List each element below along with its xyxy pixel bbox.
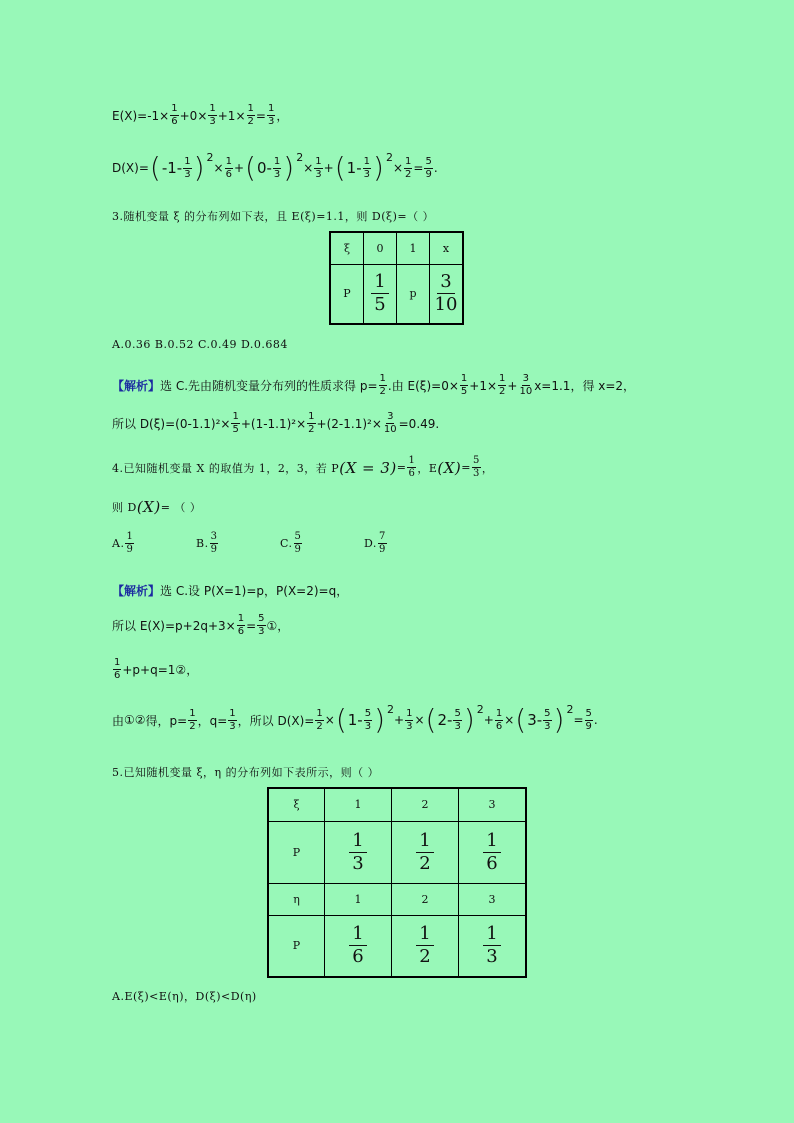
q5-table: ξ 1 2 3 P $\frac{1}{3}$ $\frac{1}{2}$ $\frac{1}{6}$ η 1 2 3 P $\frac{1}{6}$ $\frac{1}{2}$ $\frac{1}{3}$ — [267, 787, 527, 978]
fraction: $\frac{1}{3}$ — [229, 707, 236, 732]
fraction: $\frac{7}{9}$ — [378, 531, 386, 555]
fraction: $\frac{1}{5}$ — [232, 411, 239, 435]
fraction: $\frac{1}{6}$ — [171, 103, 178, 127]
q3-table: ξ 0 1 x P $\frac{1}{5}$ p $\frac{3}{10}$ — [329, 231, 464, 325]
q4-stem-line2: 则 D (X) = （ ） — [112, 498, 202, 516]
q4-analysis-line3: $\frac{1}{6}$ +p+q=1 ② ， — [114, 657, 199, 681]
q4-stem-line1: 4.已知随机变量 X 的取值为 1，2，3，若 P (X = 3) = $\frac{1}{6}$ ，E (X) = $\frac{5}{3}$ ， — [112, 455, 494, 479]
analysis-tag: 【解析】 — [112, 379, 161, 393]
fraction: $\frac{1}{3}$ — [267, 103, 275, 127]
fraction: $\frac{1}{9}$ — [126, 531, 134, 555]
fraction: $\frac{1}{2}$ — [416, 925, 433, 966]
fraction: $\frac{5}{9}$ — [585, 707, 592, 732]
q4-analysis-line2: 所以 E(X)=p+2q+3× $\frac{1}{6}$ = $\frac{5}{3}$ ① ， — [112, 613, 290, 637]
q4-option-b: B. $\frac{3}{9}$ — [196, 531, 218, 555]
fraction: $\frac{5}{3}$ — [472, 455, 480, 479]
fraction: $\frac{1}{3}$ — [184, 155, 191, 180]
fraction: $\frac{1}{2}$ — [308, 411, 315, 435]
fraction: $\frac{1}{2}$ — [379, 373, 386, 397]
fraction: $\frac{1}{5}$ — [371, 273, 388, 314]
fraction: $\frac{1}{3}$ — [349, 832, 366, 873]
fraction: $\frac{1}{2}$ — [499, 373, 506, 397]
ex-equation: E(X)=-1× $\frac{1}{6}$ +0× $\frac{1}{3}$ +1× $\frac{1}{2}$ = $\frac{1}{3}$ ， — [112, 103, 289, 127]
fraction: $\frac{3}{10}$ — [434, 271, 458, 316]
q3-analysis-line2: 所以 D(ξ)=(0-1.1)²× $\frac{1}{5}$ +(1-1.1)²× $\frac{1}{2}$ +(2-1.1)²× $\frac{3}{10}$ =0.49. — [112, 411, 440, 435]
dx-equation: D(X)= ( -1- $\frac{1}{3}$ ) 2 × $\frac{1}{6}$ + ( 0- $\frac{1}{3}$ ) 2 × $\frac{1}{3}$ + ( 1- $\frac{1}{3}$ ) 2 × $\frac{1}{2}$ = $\frac{5}{9}$ . — [112, 150, 438, 184]
fraction: $\frac{1}{6}$ — [495, 707, 503, 732]
fraction: $\frac{1}{6}$ — [225, 155, 232, 180]
fraction: $\frac{1}{3}$ — [273, 155, 281, 180]
fraction: $\frac{1}{2}$ — [316, 707, 323, 732]
q4-option-c: C. $\frac{5}{9}$ — [280, 531, 302, 555]
fraction: $\frac{5}{9}$ — [425, 155, 432, 180]
q4-option-d: D. $\frac{7}{9}$ — [364, 531, 386, 555]
fraction: $\frac{5}{3}$ — [544, 707, 551, 732]
fraction: $\frac{1}{3}$ — [209, 103, 216, 127]
fraction: $\frac{1}{3}$ — [483, 925, 500, 966]
fraction: $\frac{1}{6}$ — [349, 925, 366, 966]
fraction: $\frac{1}{6}$ — [408, 455, 416, 479]
q3-analysis-line1: 【解析】 选 C.先由随机变量分布列的性质求得 p= $\frac{1}{2}$ .由 E(ξ)=0× $\frac{1}{5}$ +1× $\frac{1}{2}$ + $\frac{3}{10}$ x=1.1，得 x=2， — [112, 373, 636, 397]
ex-text: E(X)=-1× — [112, 108, 170, 123]
fraction: $\frac{1}{3}$ — [363, 155, 371, 180]
q3-stem: 3.随机变量 ξ 的分布列如下表，且 E(ξ)=1.1，则 D(ξ)=（ ） — [112, 210, 435, 223]
q5-stem: 5.已知随机变量 ξ，η 的分布列如下表所示，则（ ） — [112, 766, 380, 779]
fraction: $\frac{1}{3}$ — [406, 707, 413, 732]
fraction: $\frac{3}{9}$ — [210, 531, 218, 555]
fraction: $\frac{1}{2}$ — [247, 103, 254, 127]
fraction: $\frac{1}{6}$ — [114, 657, 121, 681]
fraction: $\frac{1}{3}$ — [315, 155, 322, 180]
fraction: $\frac{3}{10}$ — [519, 373, 533, 397]
q5-option-a: A.E(ξ)<E(η)，D(ξ)<D(η) — [112, 990, 257, 1003]
q4-analysis-line1: 【解析】 选 C.设 P(X=1)=p，P(X=2)=q， — [112, 584, 349, 598]
fraction: $\frac{1}{2}$ — [189, 707, 196, 732]
q4-analysis-line4: 由 ① ② 得，p= $\frac{1}{2}$ ，q= $\frac{1}{3}$ ，所以 D(X)= $\frac{1}{2}$ × ( 1- $\frac{5}{3}$ ) 2 + $\frac{1}{3}$ × ( 2- $\frac{5}{3}$ ) 2 + $\frac{1}{6}$ × ( 3- $\frac{5}{3}$ ) 2 = $\frac{5}{9}$ . — [112, 702, 598, 736]
fraction: $\frac{1}{6}$ — [237, 613, 245, 637]
q4-option-a: A. $\frac{1}{9}$ — [112, 531, 134, 555]
q3-options: A.0.36 B.0.52 C.0.49 D.0.684 — [112, 338, 288, 351]
fraction: $\frac{3}{10}$ — [383, 411, 397, 435]
fraction: $\frac{5}{9}$ — [294, 531, 302, 555]
fraction: $\frac{5}{3}$ — [258, 613, 265, 637]
fraction: $\frac{1}{6}$ — [483, 832, 500, 873]
fraction: $\frac{1}{5}$ — [460, 373, 468, 397]
fraction: $\frac{1}{2}$ — [405, 155, 412, 180]
fraction: $\frac{5}{3}$ — [454, 707, 461, 732]
analysis-tag: 【解析】 — [112, 584, 161, 598]
fraction: $\frac{1}{2}$ — [416, 832, 433, 873]
fraction: $\frac{5}{3}$ — [364, 707, 372, 732]
